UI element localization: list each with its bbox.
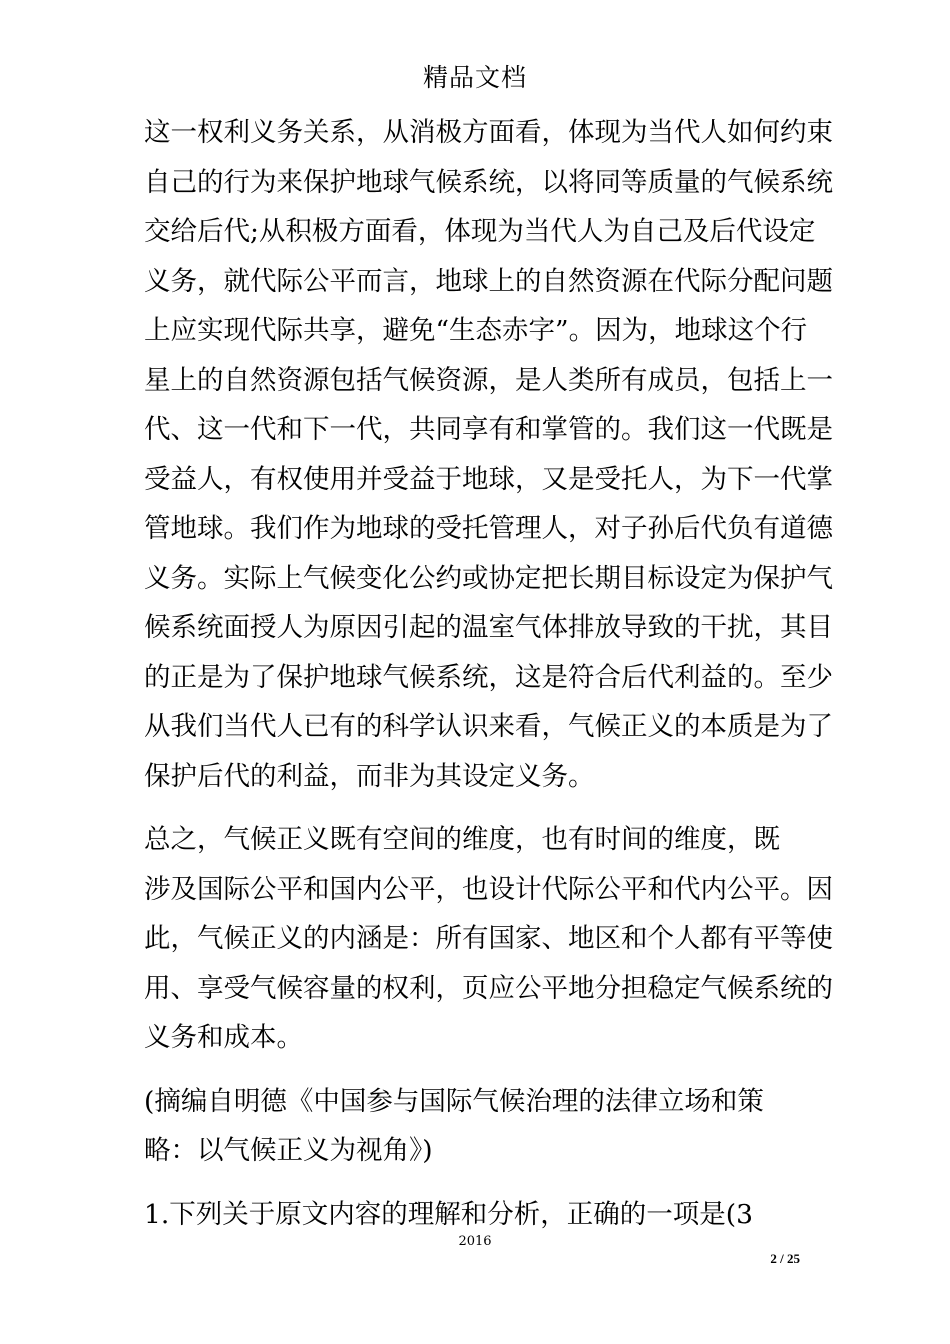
footer-year: 2016: [458, 1234, 492, 1249]
text-line: 交给后代;从积极方面看，体现为当代人为自己及后代设定: [144, 216, 816, 247]
text-line: 此，气候正义的内涵是：所有国家、地区和个人都有平等使: [144, 923, 833, 954]
text-line: 管地球。我们作为地球的受托管理人，对子孙后代负有道德: [144, 513, 833, 544]
paragraph-gap: [144, 1063, 820, 1077]
paragraph-4-question: [144, 1190, 820, 1240]
text-line: 涉及国际公平和国内公平，也设计代际公平和代内公平。因: [144, 873, 833, 905]
text-line: 这一权利义务关系，从消极方面看，体现为当代人如何约束: [144, 117, 833, 148]
text-line: 自己的行为来保护地球气候系统，以将同等质量的气候系统: [144, 166, 833, 198]
page-number: 2 / 25: [770, 1251, 800, 1266]
document-body: [144, 108, 833, 1239]
text-line: 总之，气候正义既有空间的维度，也有时间的维度，既: [144, 824, 780, 855]
paragraph-gap: [144, 1176, 820, 1190]
text-line: 代、这一代和下一代，共同享有和掌管的。我们这一代既是: [144, 414, 833, 445]
text-line: 义务。实际上气候变化公约或协定把长期目标设定为保护气: [144, 562, 833, 594]
text-line: 义务和成本。: [144, 1022, 303, 1053]
text-line: 保护后代的利益，而非为其设定义务。: [144, 760, 595, 792]
text-line: 1.下列关于原文内容的理解和分析，正确的一项是(3: [144, 1198, 753, 1230]
paragraph-2: [144, 815, 833, 1063]
text-line: (摘编自明德《中国参与国际气候治理的法律立场和策: [144, 1085, 764, 1117]
page-header-title: 精品文档: [422, 63, 527, 92]
text-line: 星上的自然资源包括气候资源，是人类所有成员，包括上一: [144, 364, 833, 396]
paragraph-gap: [144, 801, 820, 815]
paragraph-1: [144, 108, 833, 801]
text-line: 从我们当代人已有的科学认识来看，气候正义的本质是为了: [144, 711, 833, 742]
text-line: 上应实现代际共享，避免“生态赤字”。因为，地球这个行: [144, 315, 808, 346]
text-line: 的正是为了保护地球气候系统，这是符合后代利益的。至少: [144, 661, 833, 693]
text-line: 候系统面授人为原因引起的温室气体排放导致的干扰，其目: [144, 612, 833, 643]
text-line: 受益人，有权使用并受益于地球，又是受托人，为下一代掌: [144, 463, 833, 495]
paragraph-3-citation: [144, 1077, 820, 1176]
text-line: 略：以气候正义为视角》): [144, 1135, 433, 1166]
text-line: 义务，就代际公平而言，地球上的自然资源在代际分配问题: [144, 265, 833, 297]
text-line: 用、享受气候容量的权利，页应公平地分担稳定气候系统的: [144, 972, 833, 1004]
